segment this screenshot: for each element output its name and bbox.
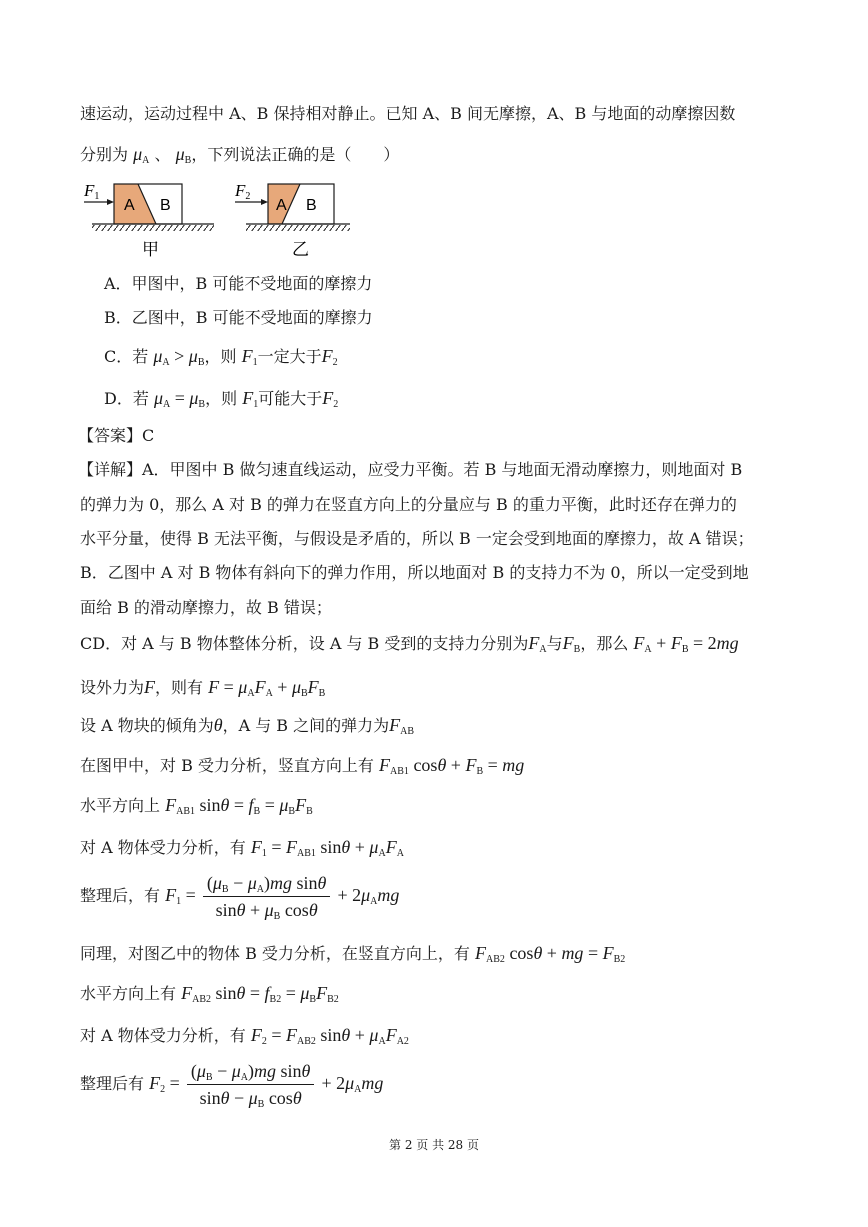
detail-line-5: 面给 B 的滑动摩擦力，故 B 错误；: [80, 598, 332, 617]
detail-result-line-2: 整理后有 $F_2$ = $\frac{(\mu_B - \mu_A)mg \sin\theta}{\sin\theta - \mu_B \cos\theta}$ + $2\mu_Amg$: [80, 1061, 384, 1110]
detail-result-line-1: 整理后，有 $F_1$ = $\frac{(\mu_B - \mu_A)mg \sin\theta}{\sin\theta + \mu_B \cos\theta}$ + $2\mu_Amg$: [80, 873, 400, 922]
option-a: A．甲图中，B 可能不受地面的摩擦力: [104, 274, 373, 293]
detail-cd-line: CD．对 A 与 B 物体整体分析，设 A 与 B 受到的支持力分别为$F_A$与$F_B$，那么 $F_A + F_B = 2mg$: [80, 633, 739, 655]
detail-a-force-line-1: 对 A 物体受力分析，有 $F_1 = F_{AB1}$ $\sin\theta + \mu_AF_A$: [80, 837, 404, 859]
detail-ext-force-line: 设外力为F，则有 $F = \mu_AF_A + \mu_BF_B$: [80, 677, 326, 699]
force-f2-arrowhead: [261, 199, 268, 205]
block-a-label-yi: A: [276, 197, 287, 214]
blocks-figure: [80, 180, 360, 260]
detail-jia-vertical-line: 在图甲中，对 B 受力分析，竖直方向上有 $F_{AB1}$ $\cos\theta + F_B$ = mg: [80, 755, 525, 777]
detail-line-3: 水平分量，使得 B 无法平衡，与假设是矛盾的，所以 B 一定会受到地面的摩擦力，故 A 错误；: [80, 529, 754, 548]
detail-jia-horizontal-line: 水平方向上 $F_{AB1}$ $\sin\theta = f_B = \mu_BF_B$: [80, 795, 313, 817]
detail-line-1: 【详解】A．甲图中 B 做匀速直线运动，应受力平衡。若 B 与地面无滑动摩擦力，则地面对 B: [78, 460, 743, 479]
caption-yi: 乙: [292, 240, 309, 260]
detail-yi-horizontal-line: 水平方向上有 $F_{AB2}$ $\sin\theta = f_{B2} = \mu_BF_{B2}$: [80, 983, 339, 1005]
detail-a-force-line-2: 对 A 物体受力分析，有 $F_2 = F_{AB2}$ $\sin\theta + \mu_AF_{A2}$: [80, 1025, 409, 1047]
question-line-2: 分别为 $\mu_A$ 、 $\mu_B$，下列说法正确的是（ ）: [80, 144, 400, 166]
block-b-label-yi: B: [306, 197, 317, 214]
block-b-label-jia: B: [160, 197, 171, 214]
detail-line-2: 的弹力为 0，那么 A 对 B 的弹力在竖直方向上的分量应与 B 的重力平衡，此时还存在弹力的: [80, 495, 737, 514]
detail-yi-vertical-line: 同理，对图乙中的物体 B 受力分析，在竖直方向上，有 $F_{AB2}$ cosθ + mg = $F_{B2}$: [80, 943, 626, 965]
figure-yi: [234, 181, 350, 260]
force-f1-label: F1: [84, 181, 100, 202]
detail-angle-line: 设 A 物块的倾角为θ，A 与 B 之间的弹力为$F_{AB}$: [80, 715, 415, 737]
caption-jia: 甲: [142, 240, 159, 260]
option-c: C．若 $\mu_A > \mu_B$，则 $F_1$一定大于$F_2$: [104, 346, 338, 368]
option-b: B．乙图中，B 可能不受地面的摩擦力: [104, 308, 373, 327]
detail-line-4: B．乙图中 A 对 B 物体有斜向下的弹力作用，所以地面对 B 的支持力不为 0，所以一定受到地: [80, 563, 749, 582]
block-a-label-jia: A: [124, 197, 135, 214]
answer-label: 【答案】C: [78, 426, 155, 445]
option-d: D．若 $\mu_A = \mu_B$，则 $F_1$可能大于$F_2$: [104, 388, 339, 410]
question-line-1: 速运动，运动过程中 A、B 保持相对静止。已知 A、B 间无摩擦，A、B 与地面的动摩擦因数: [80, 104, 736, 123]
page-footer: 第 2 页 共 28 页: [389, 1138, 479, 1152]
force-f1-arrowhead: [107, 199, 114, 205]
figure-jia: [83, 181, 214, 260]
force-f2-label: F2: [235, 181, 251, 202]
